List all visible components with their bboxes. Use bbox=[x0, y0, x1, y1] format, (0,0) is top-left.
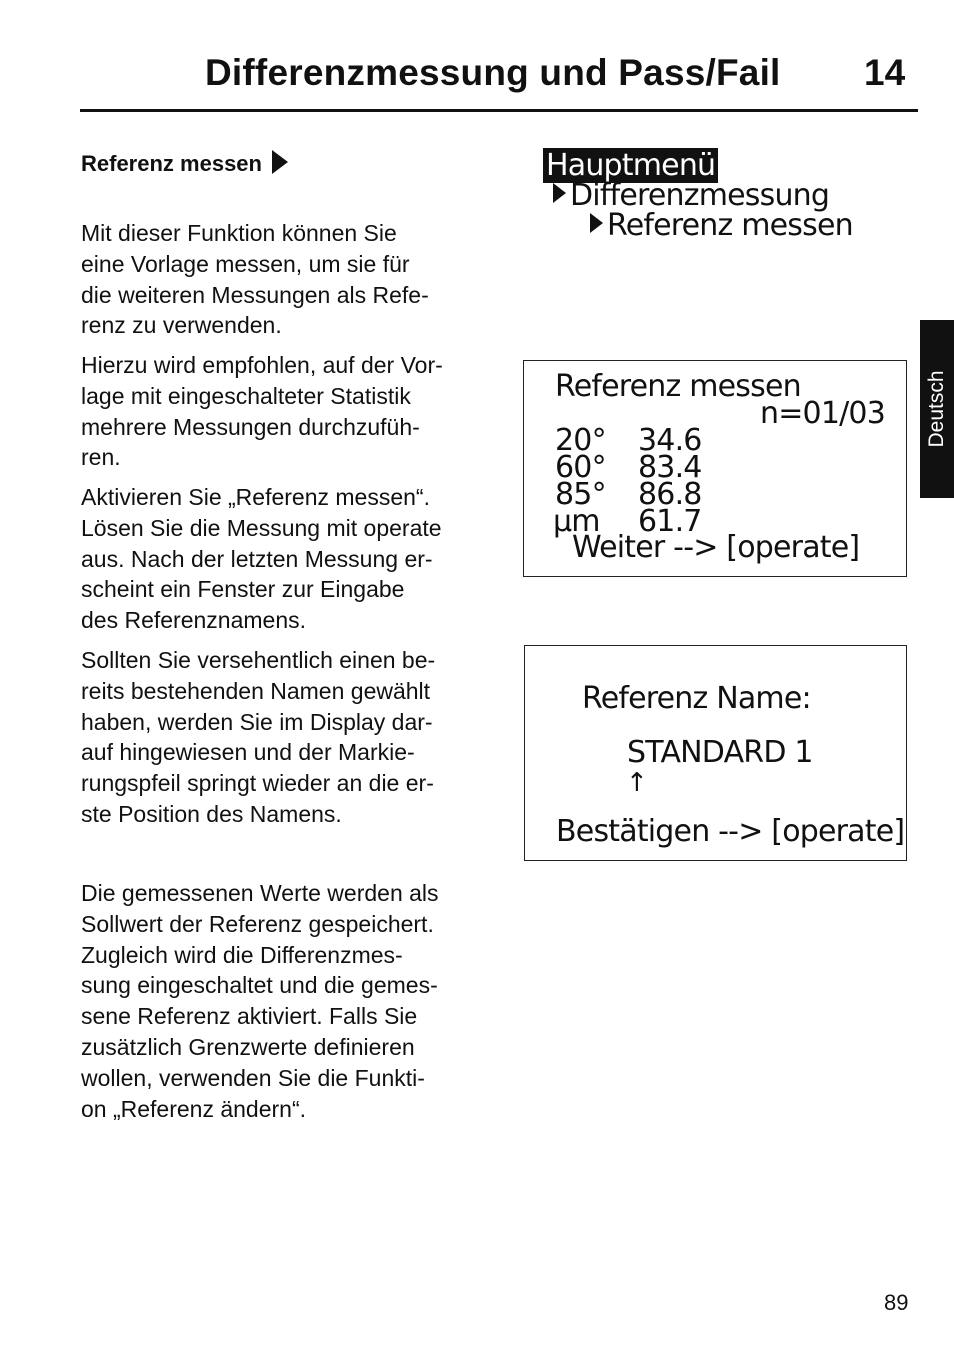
header-divider bbox=[80, 109, 918, 112]
text-line: lage mit eingeschalteter Statistik bbox=[81, 382, 411, 409]
text-line: Mit dieser Funktion können Sie bbox=[81, 220, 397, 246]
language-tab bbox=[920, 320, 954, 498]
row-label: 20° bbox=[555, 423, 606, 458]
text-line: on „Referenz ändern“. bbox=[81, 1095, 307, 1122]
text-line: Aktivieren Sie „Referenz messen“. bbox=[81, 484, 430, 510]
text-line: rungspfeil springt wieder an die er- bbox=[81, 770, 434, 797]
text-line: mehrere Messungen durchzufüh- bbox=[81, 413, 420, 440]
paragraph-4 bbox=[81, 645, 491, 830]
measure-count: n=01/03 bbox=[760, 396, 886, 431]
text-line: sung eingeschaltet und die gemes- bbox=[81, 972, 438, 999]
triangle-right-icon bbox=[553, 183, 566, 203]
section-heading-text: Referenz messen bbox=[81, 151, 262, 176]
measure-screen-title: Referenz messen bbox=[555, 369, 801, 404]
continue-prompt: Weiter --> [operate] bbox=[572, 530, 860, 565]
text-line: Zugleich wird die Differenzmes- bbox=[81, 941, 403, 968]
text-line: haben, werden Sie im Display dar- bbox=[81, 708, 433, 735]
paragraph-2 bbox=[81, 350, 491, 473]
confirm-prompt: Bestätigen --> [operate] bbox=[556, 814, 905, 849]
menu-root bbox=[543, 148, 718, 183]
menu-level-2 bbox=[590, 208, 853, 243]
row-value: 61.7 bbox=[638, 504, 702, 539]
measure-screen bbox=[523, 360, 907, 577]
triangle-right-icon bbox=[590, 213, 603, 233]
paragraph-1 bbox=[81, 218, 491, 341]
paragraph-5 bbox=[81, 878, 491, 1124]
menu-root-label: Hauptmenü bbox=[543, 148, 718, 183]
text-line: des Referenznamens. bbox=[81, 607, 307, 634]
text-line: Die gemessenen Werte werden als bbox=[81, 880, 439, 906]
row-value: 83.4 bbox=[638, 450, 702, 485]
text-line: wollen, verwenden Sie die Funkti- bbox=[81, 1064, 425, 1091]
page-number: 89 bbox=[884, 1290, 909, 1315]
text-line: ren. bbox=[81, 444, 121, 471]
text-line: reits bestehenden Namen gewählt bbox=[81, 677, 431, 704]
menu-level-1 bbox=[553, 178, 830, 213]
text-line: renz zu verwenden. bbox=[81, 312, 282, 339]
text-line: sene Referenz aktiviert. Falls Sie bbox=[81, 1003, 418, 1030]
text-line: auf hingewiesen und der Markie- bbox=[81, 739, 415, 766]
chapter-title: Differenzmessung und Pass/Fail bbox=[205, 52, 781, 93]
reference-name-value: STANDARD 1 bbox=[627, 735, 813, 770]
text-line: aus. Nach der letzten Messung er- bbox=[81, 545, 433, 572]
section-heading bbox=[81, 150, 288, 177]
paragraph-3 bbox=[81, 482, 491, 636]
text-line: ste Position des Namens. bbox=[81, 800, 342, 827]
row-label: µm bbox=[553, 504, 600, 539]
row-value: 34.6 bbox=[638, 423, 702, 458]
row-value: 86.8 bbox=[638, 477, 702, 512]
menu-level-2-label: Referenz messen bbox=[607, 208, 853, 243]
menu-level-1-label: Differenzmessung bbox=[570, 178, 830, 213]
row-label: 60° bbox=[555, 450, 606, 485]
text-line: eine Vorlage messen, um sie für bbox=[81, 250, 410, 277]
text-line: Sollten Sie versehentlich einen be- bbox=[81, 647, 436, 673]
cursor-arrow-icon: ↑ bbox=[626, 768, 647, 798]
text-line: zusätzlich Grenzwerte definieren bbox=[81, 1033, 415, 1060]
language-tab-label: Deutsch bbox=[925, 370, 948, 448]
chapter-number: 14 bbox=[864, 52, 906, 93]
name-screen bbox=[524, 645, 907, 861]
text-line: die weiteren Messungen als Refe- bbox=[81, 281, 429, 308]
text-line: Hierzu wird empfohlen, auf der Vor- bbox=[81, 352, 443, 378]
triangle-right-icon bbox=[272, 150, 288, 174]
name-screen-title: Referenz Name: bbox=[582, 681, 811, 716]
row-label: 85° bbox=[555, 477, 606, 512]
text-line: Lösen Sie die Messung mit operate bbox=[81, 514, 442, 541]
text-line: scheint ein Fenster zur Eingabe bbox=[81, 576, 405, 603]
text-line: Sollwert der Referenz gespeichert. bbox=[81, 910, 434, 937]
